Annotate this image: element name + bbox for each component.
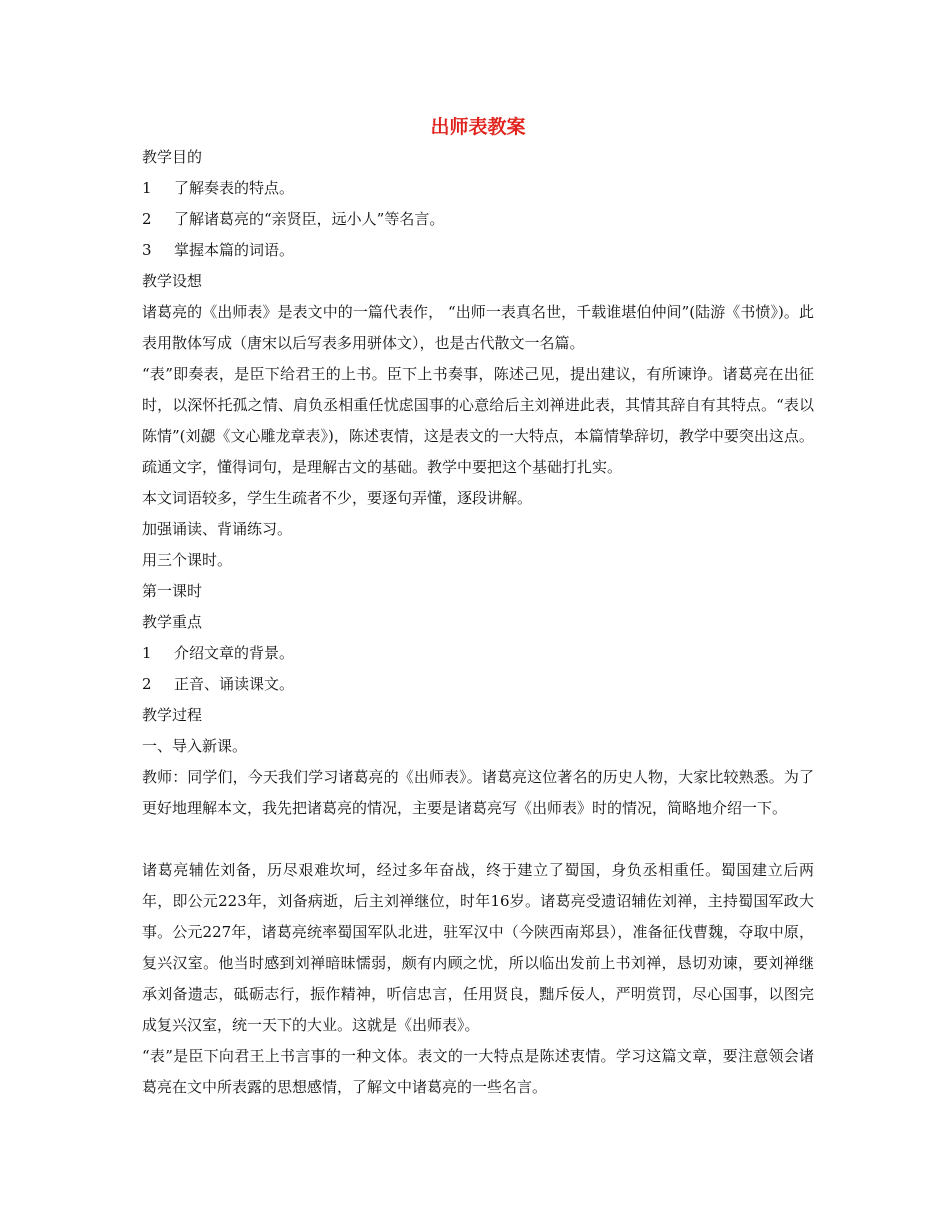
focus-number: 2	[142, 675, 152, 693]
goal-item	[142, 204, 814, 235]
paragraph-spacer	[142, 824, 814, 855]
focus-text: 介绍文章的背景。	[174, 644, 295, 662]
goal-item	[142, 173, 814, 204]
step-heading: 一、导入新课。	[142, 737, 248, 755]
background-paragraph: 诸葛亮辅佐刘备，历尽艰难坎坷，经过多年奋战，终于建立了蜀国，身负丞相重任。蜀国建立后两年，即公元223年，刘备病逝，后主刘禅继位，时年16岁。诸葛亮受遗诏辅佐刘禅，主持蜀国军政大事。公元227年，诸葛亮统率蜀国军队北进，驻军汉中（今陕西南郑县），准备征伐曹魏，夺取中原，复兴汉室。他当时感到刘禅暗昧懦弱，颇有内顾之忧，所以临出发前上书刘禅，恳切劝谏，要刘禅继承刘备遗志，砥砺志行，振作精神，听信忠言，任用贤良，黜斥佞人，严明赏罚，尽心国事，以图完成复兴汉室，统一天下的大业。这就是《出师表》。	[142, 861, 814, 1034]
goal-number: 3	[142, 241, 152, 259]
section-heading-goals: 教学目的	[142, 148, 203, 166]
focus-item	[142, 669, 814, 700]
idea-paragraph: 疏通文字，懂得词句，是理解古文的基础。教学中要把这个基础打扎实。	[142, 458, 623, 476]
lesson-heading: 第一课时	[142, 582, 203, 600]
goal-number: 2	[142, 210, 152, 228]
idea-paragraph: 本文词语较多，学生生疏者不少，要逐句弄懂，逐段讲解。	[142, 489, 533, 507]
idea-paragraph: 用三个课时。	[142, 551, 233, 569]
idea-paragraph: “表”即奏表，是臣下给君王的上书。臣下上书奏事，陈述己见，提出建议，有所谏诤。诸葛亮在出征时，以深怀托孤之情、肩负丞相重任忧虑国事的心意给后主刘禅进此表，其情其辞自有其特点。“表以陈情”(刘勰《文心雕龙章表》)，陈述衷情，这是表文的一大特点，本篇情挚辞切，教学中要突出这点。	[142, 365, 814, 445]
goal-text: 掌握本篇的词语。	[174, 241, 295, 259]
teacher-paragraph: 教师：同学们，今天我们学习诸葛亮的《出师表》。诸葛亮这位著名的历史人物，大家比较熟悉。为了更好地理解本文，我先把诸葛亮的情况，主要是诸葛亮写《出师表》时的情况，简略地介绍一下。	[142, 768, 814, 817]
idea-paragraph: 诸葛亮的《出师表》是表文中的一篇代表作， “出师一表真名世，千载谁堪伯仲间”(陆游《书愤》)。此表用散体写成（唐宋以后写表多用骈体文），也是古代散文一名篇。	[142, 303, 814, 352]
goal-number: 1	[142, 179, 152, 197]
idea-paragraph: 加强诵读、背诵练习。	[142, 520, 293, 538]
document-page	[142, 112, 814, 1103]
focus-item	[142, 638, 814, 669]
section-heading-idea: 教学设想	[142, 272, 203, 290]
goal-text: 了解奏表的特点。	[174, 179, 295, 197]
biao-paragraph: “表”是臣下向君王上书言事的一种文体。表文的一大特点是陈述衷情。学习这篇文章，要注意领会诸葛亮在文中所表露的思想感情，了解文中诸葛亮的一些名言。	[142, 1047, 814, 1096]
focus-number: 1	[142, 644, 152, 662]
focus-text: 正音、诵读课文。	[174, 675, 295, 693]
goal-text: 了解诸葛亮的“亲贤臣，远小人”等名言。	[174, 210, 445, 228]
goal-item	[142, 235, 814, 266]
section-heading-process: 教学过程	[142, 706, 203, 724]
section-heading-focus: 教学重点	[142, 613, 203, 631]
document-title: 出师表教案	[430, 116, 526, 138]
